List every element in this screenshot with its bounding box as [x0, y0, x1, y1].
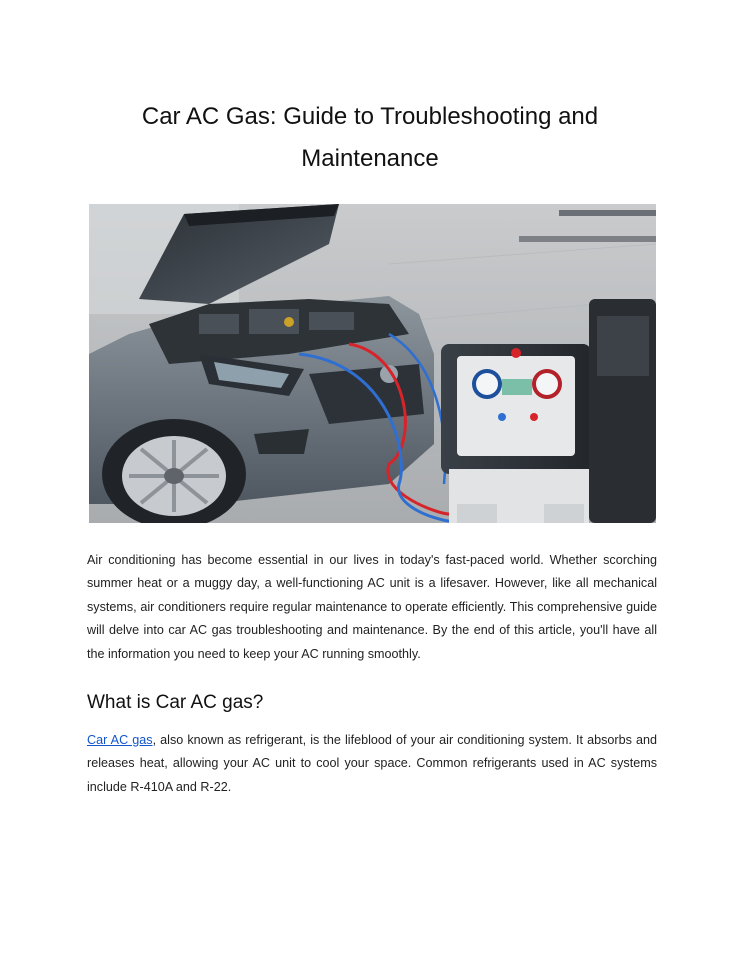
- hero-image: [89, 204, 656, 523]
- title-line-1: Car AC Gas: Guide to Troubleshooting and: [141, 103, 599, 130]
- section-heading: What is Car AC gas?: [87, 692, 264, 713]
- section-paragraph: [87, 729, 657, 799]
- car-ac-gas-link[interactable]: Car AC gas: [87, 733, 153, 747]
- car-ac-service-photo: [89, 204, 656, 523]
- section-paragraph-text: , also known as refrigerant, is the lifeblood of your air conditioning system. It absorbs and releases heat, allowing your AC unit to cool your space. Common refrigerants used in AC systems include R-410A and R-22.: [87, 733, 657, 794]
- title-line-2: Maintenance: [301, 145, 439, 172]
- intro-paragraph: Air conditioning has become essential in our lives in today's fast-paced world. Whether scorching summer heat or a muggy day, a well-functioning AC unit is a lifesaver. However, like all mechanical systems, air conditioners require regular maintenance to operate efficiently. This comprehensive guide will delve into car AC gas troubleshooting and maintenance. By the end of this article, you'll have all the information you need to keep your AC running smoothly.: [87, 553, 657, 661]
- page-title: [80, 96, 660, 180]
